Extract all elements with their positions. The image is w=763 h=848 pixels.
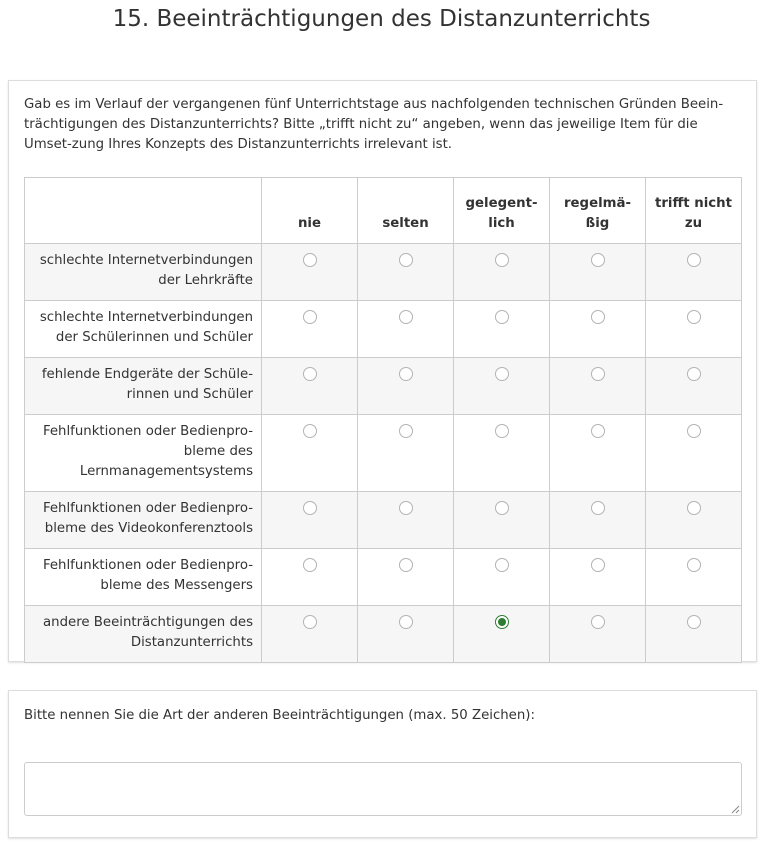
- radio-option[interactable]: [591, 310, 605, 324]
- radio-option[interactable]: [687, 501, 701, 515]
- row-label: schlechte Internetverbindungen der Lehrkräfte: [25, 244, 262, 301]
- radio-option[interactable]: [687, 558, 701, 572]
- radio-option[interactable]: [303, 424, 317, 438]
- radio-option[interactable]: [399, 424, 413, 438]
- radio-option[interactable]: [591, 253, 605, 267]
- radio-option[interactable]: [303, 253, 317, 267]
- followup-card: [8, 690, 757, 838]
- matrix-row: [25, 301, 742, 358]
- other-impairments-input[interactable]: [24, 762, 742, 816]
- radio-option[interactable]: [303, 310, 317, 324]
- radio-option[interactable]: [303, 558, 317, 572]
- radio-option[interactable]: [495, 310, 509, 324]
- radio-option[interactable]: [399, 501, 413, 515]
- radio-option[interactable]: [591, 501, 605, 515]
- column-header-selten: selten: [358, 178, 454, 244]
- column-header-trifft-nicht-zu: trifft nicht zu: [646, 178, 742, 244]
- radio-option[interactable]: [399, 253, 413, 267]
- question-card: [8, 80, 757, 662]
- radio-option[interactable]: [687, 615, 701, 629]
- radio-option[interactable]: [495, 558, 509, 572]
- column-header-nie: nie: [262, 178, 358, 244]
- radio-option[interactable]: [495, 367, 509, 381]
- matrix-row: [25, 606, 742, 663]
- matrix-row: [25, 415, 742, 492]
- matrix-header-row: [25, 178, 742, 244]
- matrix-corner-cell: [25, 178, 262, 244]
- resize-handle-icon[interactable]: [731, 805, 740, 814]
- radio-option[interactable]: [687, 310, 701, 324]
- page-title: 15. Beeinträchtigungen des Distanzunterrichts: [112, 6, 651, 32]
- matrix-row: [25, 492, 742, 549]
- row-label: Fehlfunktionen oder Bedienpro-bleme des Videokonferenztools: [25, 492, 262, 549]
- row-label: andere Beeinträchtigungen des Distanzunterrichts: [25, 606, 262, 663]
- row-label: fehlende Endgeräte der Schüle-rinnen und Schüler: [25, 358, 262, 415]
- followup-label: Bitte nennen Sie die Art der anderen Beeinträchtigungen (max. 50 Zeichen):: [24, 708, 535, 723]
- question-text: Gab es im Verlauf der vergangenen fünf Unterrichtstage aus nachfolgenden technischen Gründen Beein-trächtigungen des Distanzunterrichts? Bitte „trifft nicht zu“ angeben, wenn das jeweilige Item für die Umset-zung Ihres Konzepts des Distanzunterrichts irrelevant ist.: [24, 97, 724, 152]
- radio-option[interactable]: [591, 558, 605, 572]
- radio-option[interactable]: [495, 615, 509, 629]
- radio-option[interactable]: [495, 501, 509, 515]
- row-label: Fehlfunktionen oder Bedienpro-bleme des Messengers: [25, 549, 262, 606]
- radio-option[interactable]: [495, 424, 509, 438]
- matrix-row: [25, 549, 742, 606]
- row-label: Fehlfunktionen oder Bedienpro-bleme des Lernmanagementsystems: [25, 415, 262, 492]
- column-header-gelegentlich: gelegent-lich: [454, 178, 550, 244]
- radio-option[interactable]: [495, 253, 509, 267]
- radio-option[interactable]: [303, 615, 317, 629]
- radio-option[interactable]: [687, 253, 701, 267]
- radio-option[interactable]: [591, 424, 605, 438]
- radio-option[interactable]: [591, 367, 605, 381]
- radio-option[interactable]: [687, 424, 701, 438]
- radio-option[interactable]: [399, 310, 413, 324]
- radio-option[interactable]: [303, 501, 317, 515]
- radio-option[interactable]: [687, 367, 701, 381]
- radio-option[interactable]: [399, 558, 413, 572]
- radio-option[interactable]: [591, 615, 605, 629]
- radio-option[interactable]: [399, 615, 413, 629]
- matrix-row: [25, 358, 742, 415]
- radio-option[interactable]: [303, 367, 317, 381]
- column-header-regelmaessig: regelmä-ßig: [550, 178, 646, 244]
- row-label: schlechte Internetverbindungen der Schülerinnen und Schüler: [25, 301, 262, 358]
- matrix-row: [25, 244, 742, 301]
- response-matrix: [24, 177, 742, 663]
- radio-option[interactable]: [399, 367, 413, 381]
